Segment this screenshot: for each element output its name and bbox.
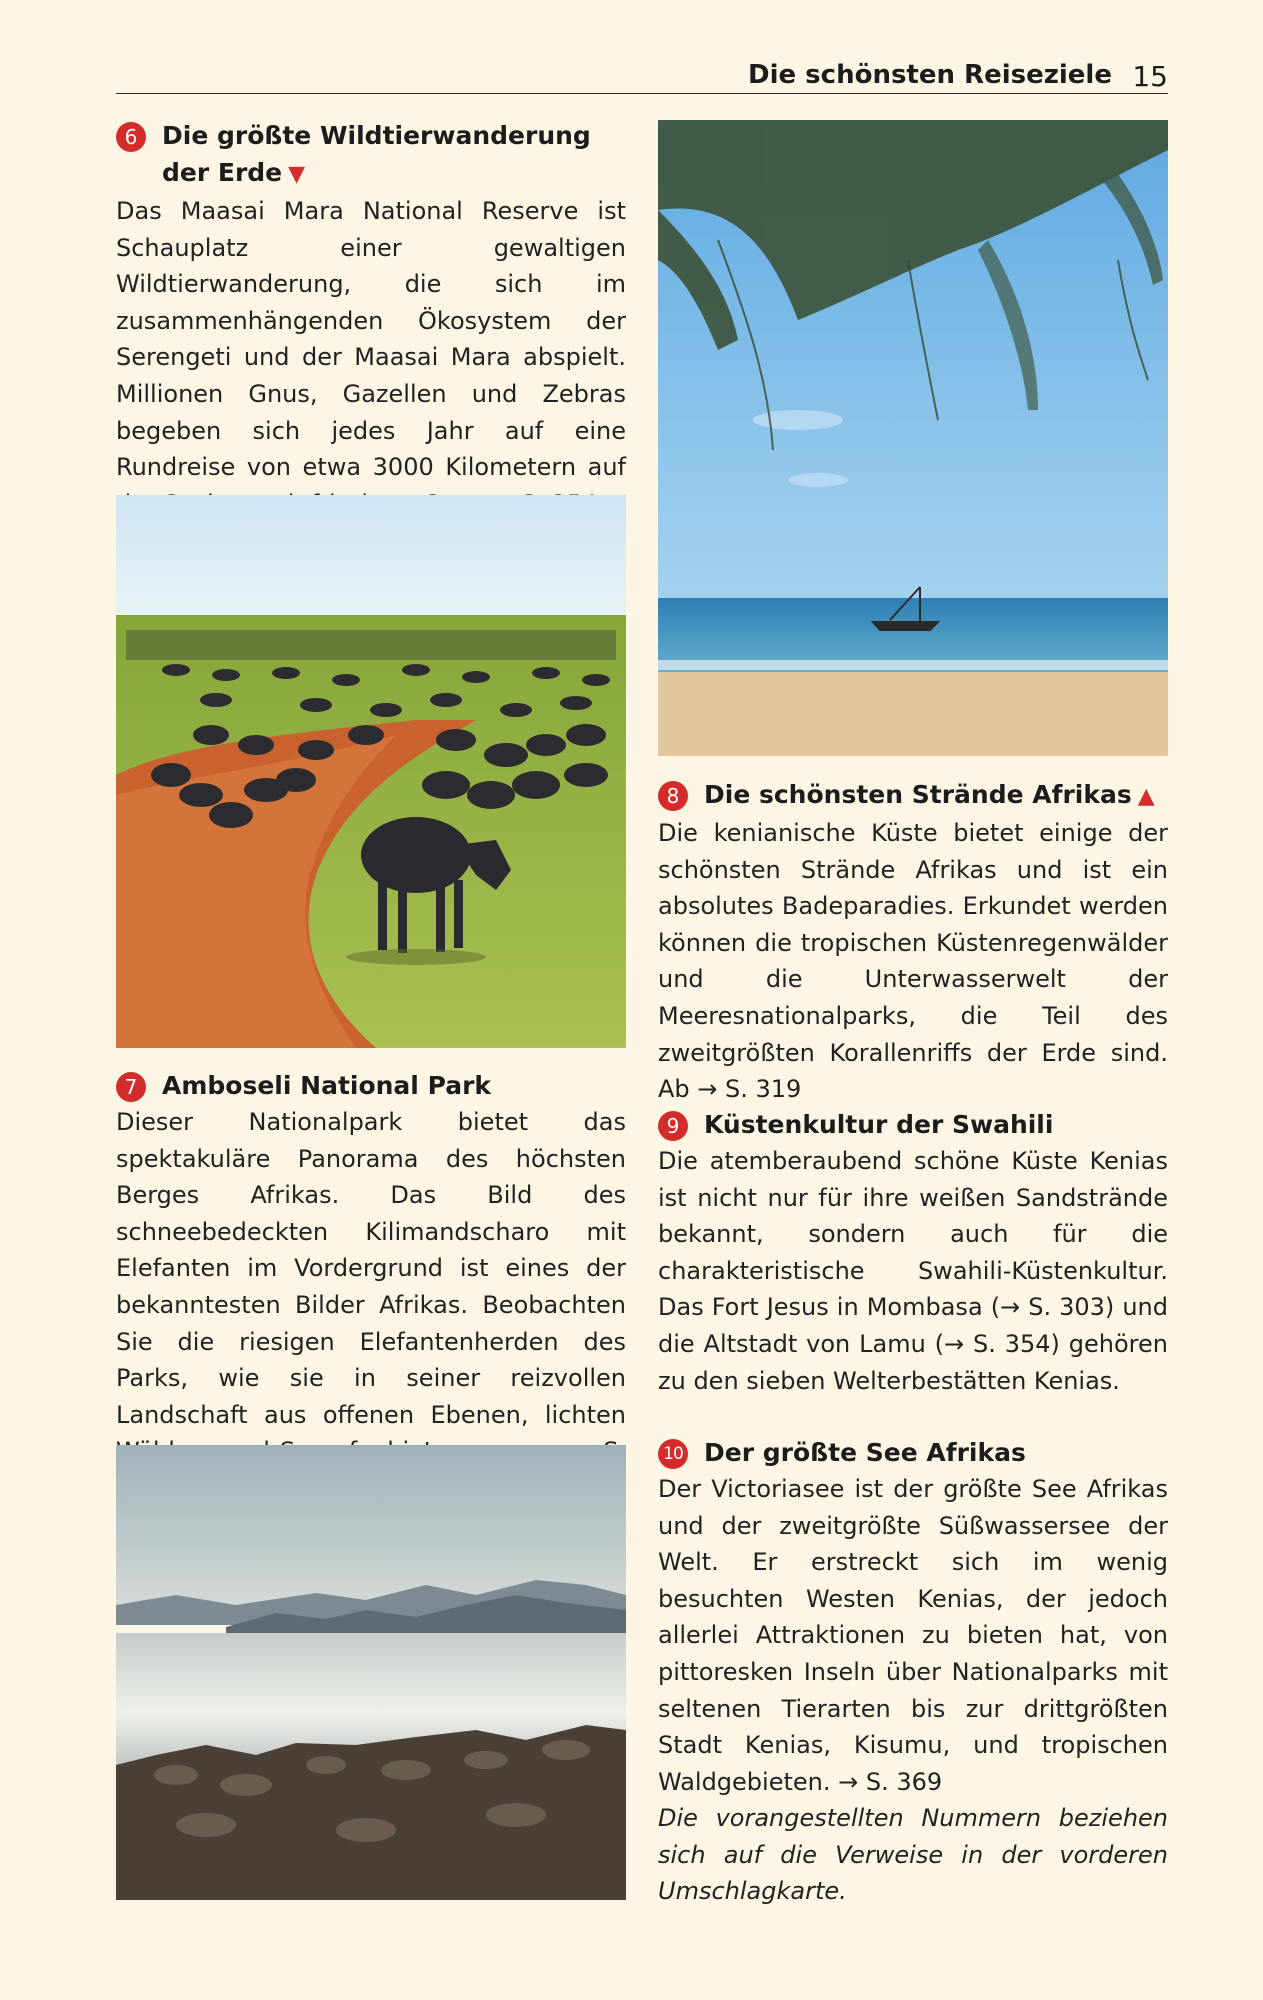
section-8-body: Die kenianische Küste bietet einige der schönsten Strände Afrikas und ist ein absolutes Badeparadies. Erkundet werden können die tropischen Küstenregenwälder und die Unterwasserwelt der Meeresnationalparks, die Teil des zweitgrößten Korallenriffs der Erde sind. Ab → S. 319 bbox=[658, 819, 1168, 1104]
section-9-body: Die atemberaubend schöne Küste Kenias ist nicht nur für ihre weißen Sandstrände bekannt, sondern auch für die charakteristische Swahili-Küstenkultur. Das Fort Jesus in Mombasa (→ S. 303) und die Altstadt von Lamu (→ S. 354) gehören zu den sieben Welterbestätten Kenias. bbox=[658, 1147, 1168, 1395]
section-6-body: Das Maasai Mara National Reserve ist Schauplatz einer gewaltigen Wildtierwanderung, die sich im zusammenhängenden Ökosystem der Serengeti und der Maasai Mara abspielt. Millionen Gnus, Gazellen und Zebras begeben sich jedes Jahr auf eine Rundreise von etwa 3000 Kilometern auf bbox=[116, 197, 626, 482]
up-triangle-icon: ▲ bbox=[1137, 784, 1155, 809]
section-8-heading bbox=[658, 776, 1168, 815]
section-10-heading bbox=[658, 1434, 1168, 1471]
section-8-number-badge: 8 bbox=[658, 781, 688, 811]
section-10 bbox=[658, 1434, 1168, 1800]
section-9-number-badge: 9 bbox=[658, 1111, 688, 1141]
lake-landscape-photo bbox=[116, 1445, 626, 1900]
section-6-title-line1: Die größte Wildtierwanderung bbox=[162, 121, 591, 150]
header-rule bbox=[116, 93, 1168, 94]
running-header-title: Die schönsten Reiseziele bbox=[748, 60, 1112, 90]
section-8-title: Die schönsten Strände Afrikas bbox=[704, 780, 1132, 809]
section-6-heading bbox=[116, 117, 626, 193]
section-10-body: Der Victoriasee ist der größte See Afrikas und der zweitgrößte Süßwassersee der Welt. Er erstreckt sich im wenig besuchten Westen Kenias, der jedoch allerlei Attraktionen zu bieten hat, von pittoresken Inseln über Nationalparks mit seltenen Tierarten bis zur drittgrößten Stadt Kenias, Kisumu, und tropischen Waldgebieten. → S. 369 bbox=[658, 1475, 1168, 1796]
section-6-title-line2: der Erde bbox=[162, 158, 283, 187]
down-triangle-icon: ▼ bbox=[288, 162, 306, 187]
section-7-body: Dieser Nationalpark bietet das spektakuläre Panorama des höchsten Berges Afrikas. Das Bild des schneebedeckten Kilimandscharo mit Elefanten im Vordergrund ist eines der bekanntesten Bilder Afrikas. Beobachten Sie die riesigen Elefantenherden des Parks, wie sie in seiner reizvollen Landschaft aus offenen Ebenen, lichten bbox=[116, 1108, 626, 1429]
section-9-title: Küstenkultur der Swahili bbox=[704, 1110, 1054, 1139]
section-9-heading bbox=[658, 1106, 1168, 1143]
wildebeest-migration-photo bbox=[116, 495, 626, 1048]
footnote-block bbox=[658, 1800, 1168, 1910]
section-7-number-badge: 7 bbox=[116, 1072, 146, 1102]
section-10-title: Der größte See Afrikas bbox=[704, 1438, 1026, 1467]
section-7 bbox=[116, 1067, 626, 1507]
section-7-title: Amboseli National Park bbox=[162, 1071, 492, 1100]
page-number: 15 bbox=[1132, 60, 1168, 93]
section-6-number-badge: 6 bbox=[116, 122, 146, 152]
section-6 bbox=[116, 117, 626, 522]
section-8 bbox=[658, 776, 1168, 1108]
section-9 bbox=[658, 1106, 1168, 1399]
section-7-heading bbox=[116, 1067, 626, 1104]
section-10-number-badge: 10 bbox=[658, 1439, 688, 1469]
footnote: Die vorangestellten Nummern beziehen sich auf die Verweise in der vorderen Umschlagkarte. bbox=[658, 1804, 1168, 1906]
beach-dhow-photo bbox=[658, 120, 1168, 756]
